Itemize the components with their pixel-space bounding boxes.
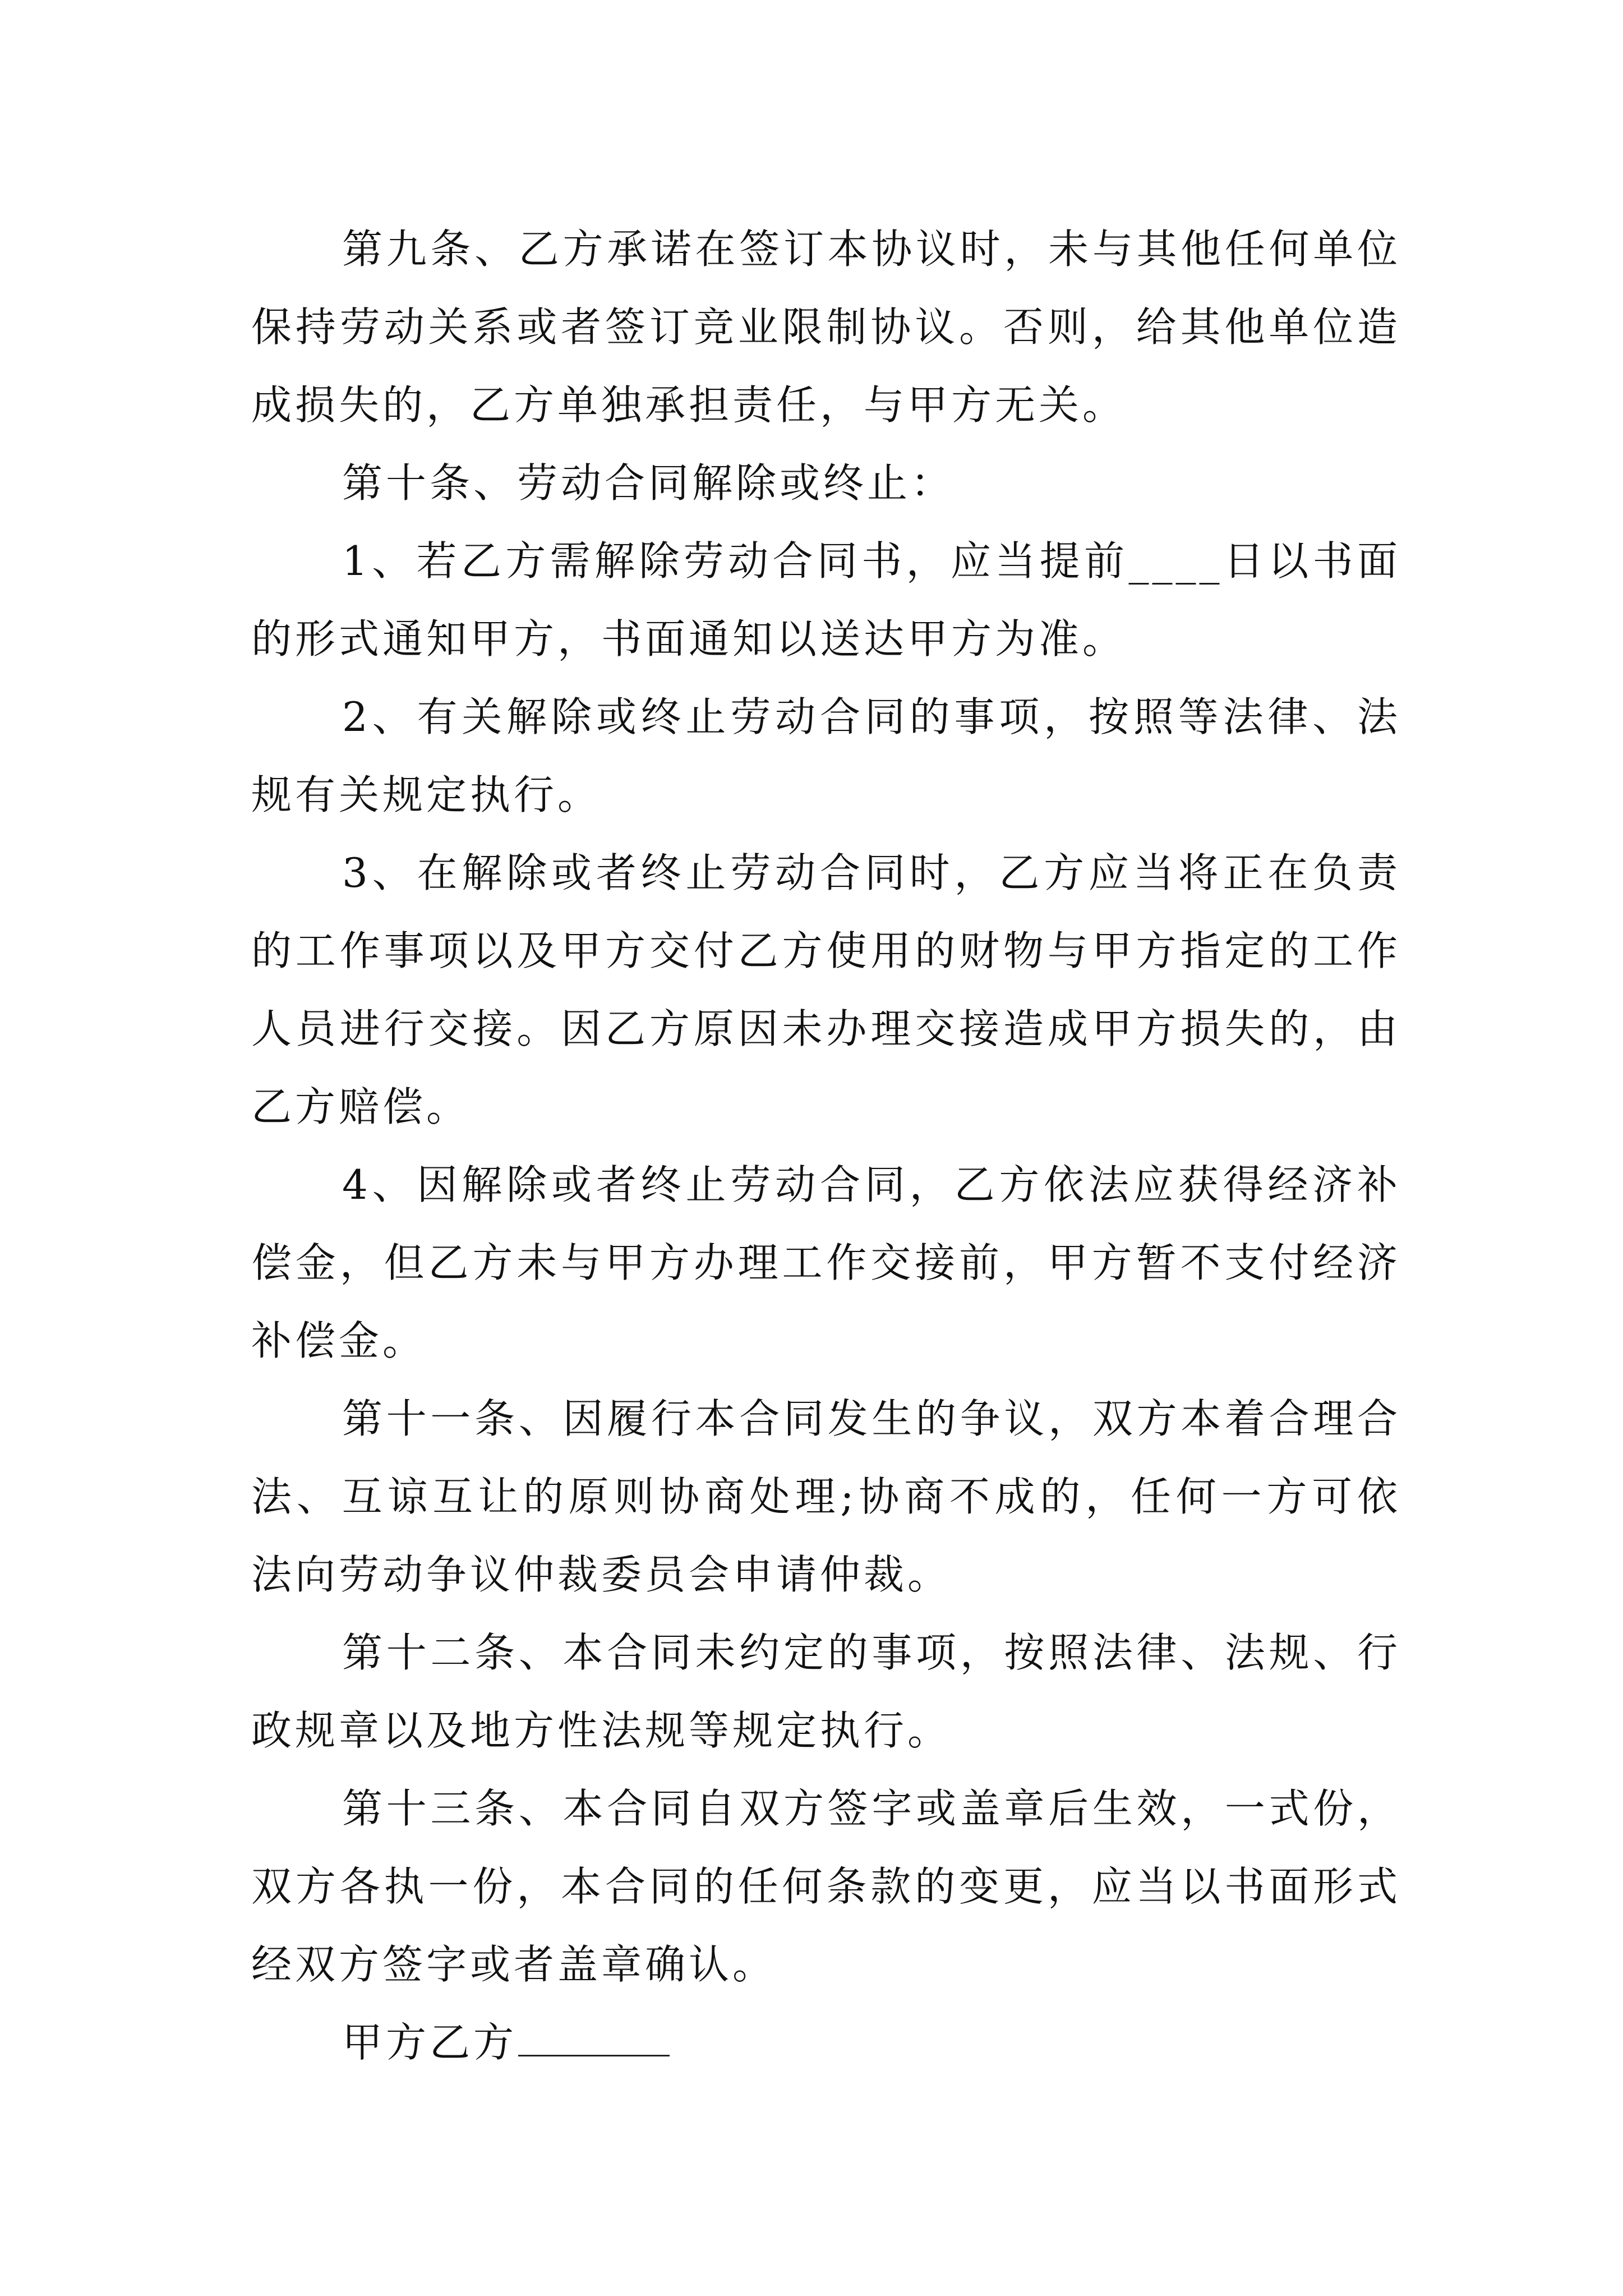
article-10-heading: 第十条、劳动合同解除或终止： (342, 459, 955, 507)
article-10-item-3: 3、在解除或者终止劳动合同时，乙方应当将正在负责的工作事项以及甲方交付乙方使用的财物与甲方指定的工作人员进行交接。因乙方原因未办理交接造成甲方损失的，由乙方赔偿。 (251, 849, 1401, 1130)
article-10-item-2: 2、有关解除或终止劳动合同的事项，按照等法律、法规有关规定执行。 (251, 693, 1401, 818)
article-11: 第十一条、因履行本合同发生的争议，双方本着合理合法、互谅互让的原则协商处理;协商不成的，任何一方可依法向劳动争议仲裁委员会申请仲裁。 (251, 1395, 1401, 1598)
article-12: 第十二条、本合同未约定的事项，按照法律、法规、行政规章以及地方性法规等规定执行。 (251, 1629, 1401, 1754)
article-13: 第十三条、本合同自双方签字或盖章后生效，一式份，双方各执一份，本合同的任何条款的变更，应当以书面形式经双方签字或者盖章确认。 (251, 1785, 1401, 1988)
article-9: 第九条、乙方承诺在签订本协议时，未与其他任何单位保持劳动关系或者签订竞业限制协议。否则，给其他单位造成损失的，乙方单独承担责任，与甲方无关。 (251, 226, 1401, 429)
document-page (251, 210, 1401, 2082)
signature-label: 甲方乙方 (342, 2019, 518, 2066)
article-10-item-4: 4、因解除或者终止劳动合同，乙方依法应获得经济补偿金，但乙方未与甲方办理工作交接前，甲方暂不支付经济补偿金。 (251, 1161, 1401, 1364)
signature-block (251, 2004, 1401, 2082)
signature-blank-line (518, 2021, 670, 2056)
article-10-item-1: 1、若乙方需解除劳动合同书，应当提前____日以书面的形式通知甲方，书面通知以送达甲方为准。 (251, 537, 1401, 662)
